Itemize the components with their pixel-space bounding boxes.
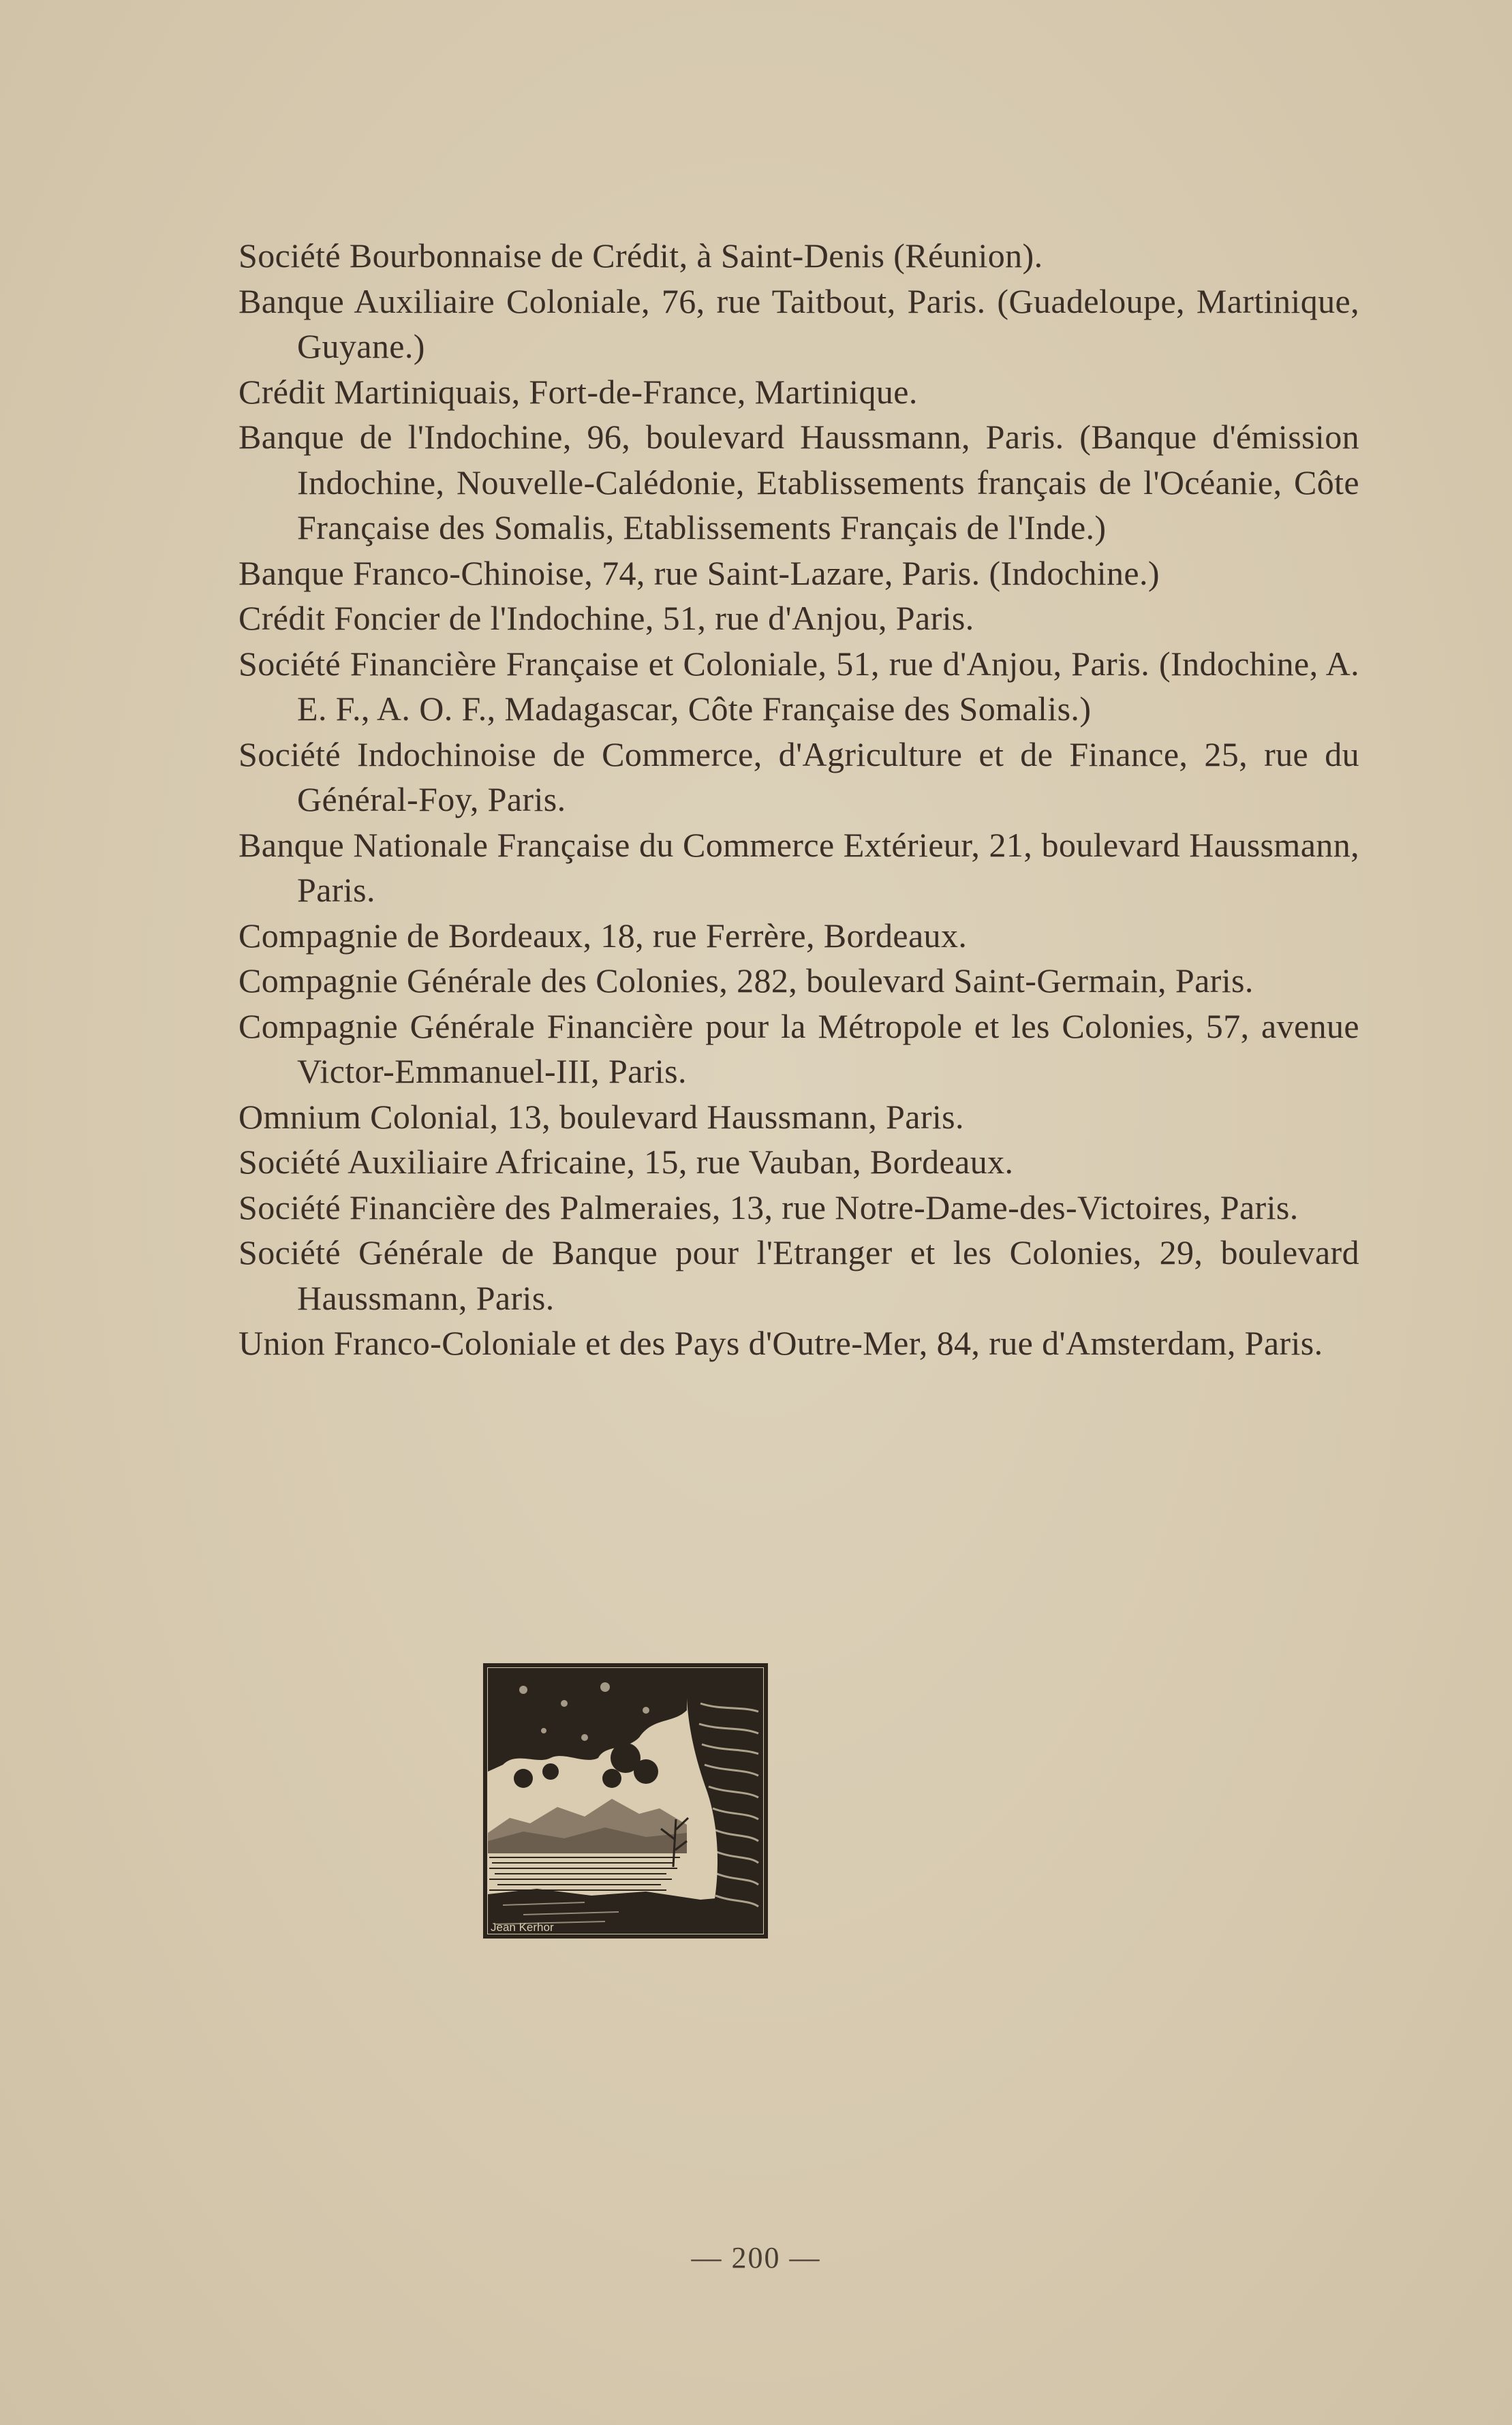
list-item: Compagnie de Bordeaux, 18, rue Ferrère, Bordeaux.	[238, 916, 968, 955]
page-number: — 200 —	[691, 2241, 821, 2274]
woodcut-illustration	[482, 1663, 769, 1939]
list-item: Banque Auxiliaire Coloniale, 76, rue Taitbout, Paris. (Guadeloupe, Martinique, Guyane.)	[238, 281, 1359, 365]
list-item: Compagnie Générale Financière pour la Métropole et les Colonies, 57, avenue Victor-Emmanuel-III, Paris.	[238, 1006, 1359, 1090]
list-item: Crédit Martiniquais, Fort-de-France, Martinique.	[238, 372, 918, 411]
list-item: Banque Franco-Chinoise, 74, rue Saint-Lazare, Paris. (Indochine.)	[238, 553, 1160, 592]
list-item: Société Indochinoise de Commerce, d'Agriculture et de Finance, 25, rue du Général-Foy, Paris.	[238, 735, 1359, 818]
list-item: Société Auxiliaire Africaine, 15, rue Vauban, Bordeaux.	[238, 1143, 1014, 1181]
list-item: Omnium Colonial, 13, boulevard Haussmann, Paris.	[238, 1097, 964, 1136]
list-item: Union Franco-Coloniale et des Pays d'Outre-Mer, 84, rue d'Amsterdam, Paris.	[238, 1324, 1323, 1362]
list-item: Banque Nationale Française du Commerce Extérieur, 21, boulevard Haussmann, Paris.	[238, 825, 1359, 909]
list-item: Société Générale de Banque pour l'Etranger et les Colonies, 29, boulevard Haussmann, Paris.	[238, 1233, 1359, 1317]
list-item: Crédit Foncier de l'Indochine, 51, rue d'Anjou, Paris.	[238, 599, 974, 637]
list-item: Compagnie Générale des Colonies, 282, boulevard Saint-Germain, Paris.	[238, 961, 1254, 1000]
list-item: Banque de l'Indochine, 96, boulevard Haussmann, Paris. (Banque d'émission Indochine, Nouvelle-Calédonie, Etablissements français de l'Océanie, Côte Française des Somalis, Etablissements Français de l'Inde.)	[238, 418, 1359, 546]
artist-signature: Jean Kerhor	[491, 1921, 554, 1934]
list-item: Société Bourbonnaise de Crédit, à Saint-Denis (Réunion).	[238, 236, 1043, 275]
list-item: Société Financière des Palmeraies, 13, rue Notre-Dame-des-Victoires, Paris.	[238, 1188, 1299, 1226]
bank-directory-list	[238, 233, 1359, 1366]
list-item: Société Financière Française et Coloniale, 51, rue d'Anjou, Paris. (Indochine, A. E. F., A. O. F., Madagascar, Côte Française des Somalis.)	[238, 644, 1359, 728]
